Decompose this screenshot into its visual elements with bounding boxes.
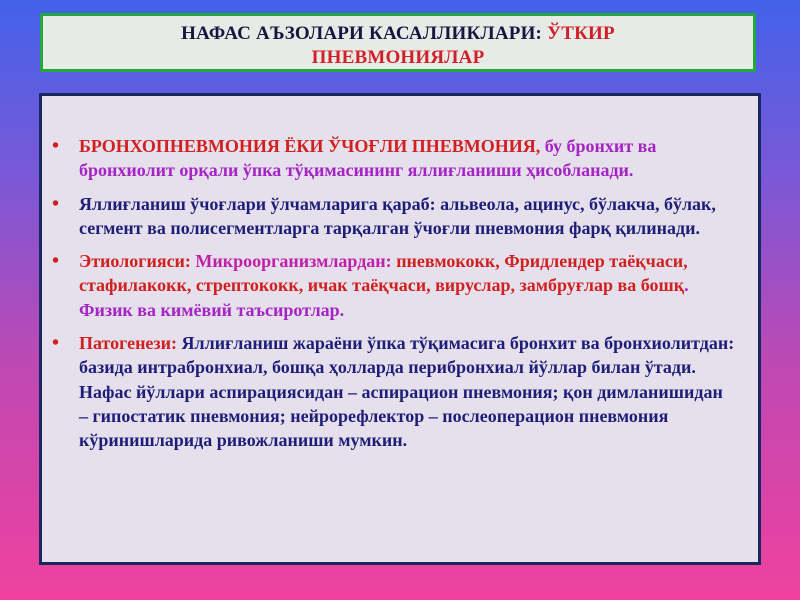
list-item <box>42 192 758 241</box>
item-1-text: бу бронхит ва бронхиолит орқали ўпка тўқимасининг яллиғланиши ҳисобланади. <box>79 136 657 181</box>
item-4-text: Яллиғланиш жараёни ўпка тўқимасига бронхит ва бронхиолитдан: базида интрабронхиал, бошқа ҳолларда перибронхиал йўллар билан ўтади. Нафас йўллари аспирациясидан – аспирацион пневмония; қон димланишидан – гипостатик пневмония; нейрорефлектор – послеоперацион пневмония кўринишларида ривожланиши мумкин. <box>79 333 735 451</box>
bullet-icon: • <box>52 332 60 355</box>
title-part-1: НАФАС АЪЗОЛАРИ КАСАЛЛИКЛАРИ: <box>181 23 548 44</box>
item-4-label: Патогенези: <box>79 333 182 354</box>
item-3-sub: Микроорганизмлардан: <box>195 251 397 272</box>
item-1-term: БРОНХОПНЕВМОНИЯ ЁКИ ЎЧОҒЛИ ПНЕВМОНИЯ, <box>79 136 541 156</box>
content-panel <box>39 93 761 565</box>
item-3-text: пневмококк, Фридлендер таёқчаси, стафилакокк, стрептококк, ичак таёқчаси, вируслар, замбруғлар ва бошқ <box>79 251 688 296</box>
list-item <box>42 249 758 322</box>
title-part-2: ЎТКИР <box>547 23 615 44</box>
slide-title <box>40 13 756 72</box>
item-2-text: Яллиғланиш ўчоғлари ўлчамларига қараб: альвеола, ацинус, бўлакча, бўлак, сегмент ва полисегментларга тарқалган ўчоғли пневмония фарқ қилинади. <box>79 193 716 238</box>
item-3-tail: . Физик ва кимёвий таъсиротлар. <box>79 275 689 320</box>
list-item <box>42 331 758 452</box>
bullet-icon: • <box>52 250 60 273</box>
bullet-icon: • <box>52 135 60 157</box>
title-part-3: ПНЕВМОНИЯЛАР <box>311 47 485 68</box>
item-3-label: Этиологияси: <box>79 251 196 272</box>
bullet-list <box>42 134 758 462</box>
list-item <box>42 134 758 183</box>
bullet-icon: • <box>52 192 60 215</box>
